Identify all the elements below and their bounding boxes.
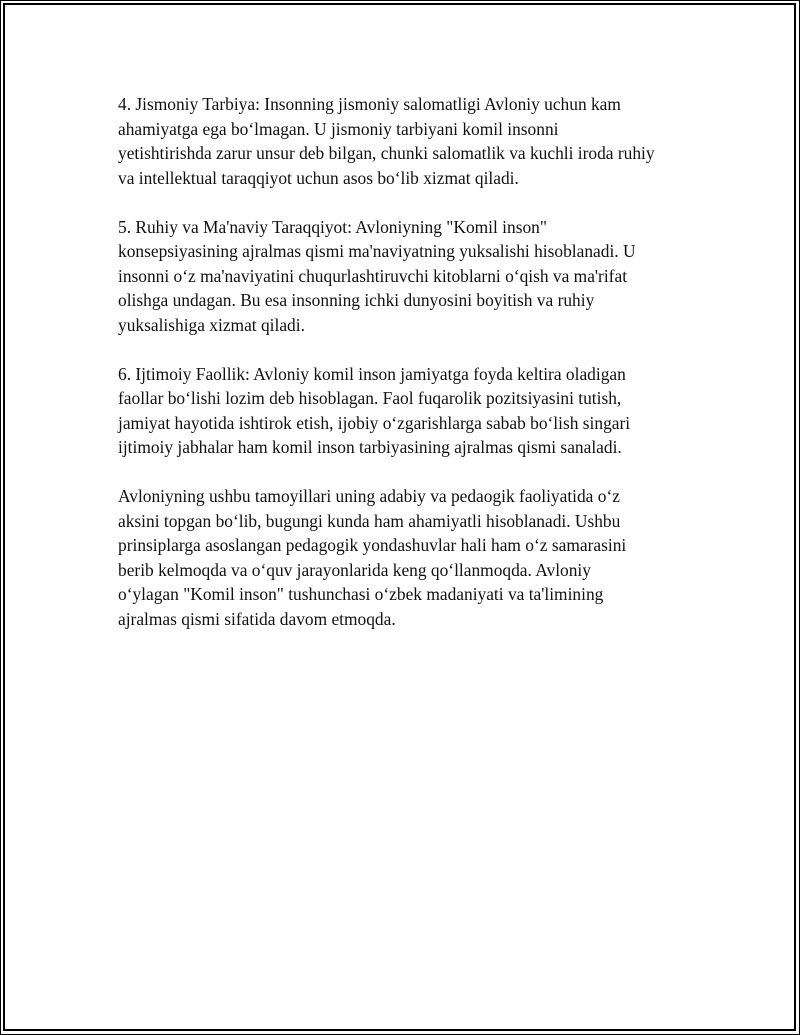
document-body	[118, 92, 718, 656]
text-line: insonni o‘z ma'naviyatini chuqurlashtiruvchi kitoblarni o‘qish va ma'rifat	[118, 265, 628, 286]
paragraph-conclusion	[118, 484, 718, 631]
text-line: jamiyat hayotida ishtirok etish, ijobiy o‘zgarishlarga sabab bo‘lish singari	[118, 412, 631, 433]
paragraph-jismoniy-tarbiya	[118, 92, 718, 190]
text-line: konsepsiyasining ajralmas qismi ma'naviyatning yuksalishi hisoblanadi. U	[118, 241, 636, 261]
text-line: ahamiyatga ega bo‘lmagan. U jismoniy tarbiyani komil insonni	[118, 118, 559, 139]
text-line: olishga undagan. Bu esa insonning ichki dunyosini boyitish va ruhiy	[118, 290, 595, 310]
text-line: va intellektual taraqqiyot uchun asos bo‘lib xizmat qiladi.	[118, 167, 519, 188]
text-line: 4. Jismoniy Tarbiya: Insonning jismoniy salomatligi Avloniy uchun kam	[118, 94, 621, 114]
text-line: Avloniyning ushbu tamoyillari uning adabiy va pedaogik faoliyatida o‘z	[118, 486, 620, 506]
text-line: yuksalishiga xizmat qiladi.	[118, 314, 305, 335]
text-line: berib kelmoqda va o‘quv jarayonlarida keng qo‘llanmoqda. Avloniy	[118, 559, 591, 580]
text-line: 5. Ruhiy va Ma'naviy Taraqqiyot: Avloniyning "Komil inson"	[118, 216, 547, 237]
text-line: aksini topgan bo‘lib, bugungi kunda ham ahamiyatli hisoblanadi. Ushbu	[118, 510, 621, 531]
text-line: faollar bo‘lishi lozim deb hisoblagan. Faol fuqarolik pozitsiyasini tutish,	[118, 388, 622, 408]
text-line: prinsiplarga asoslangan pedagogik yondashuvlar hali ham o‘z samarasini	[118, 535, 627, 555]
text-line: ajralmas qismi sifatida davom etmoqda.	[118, 608, 396, 629]
text-line: ijtimoiy jabhalar ham komil inson tarbiyasining ajralmas qismi sanaladi.	[118, 437, 622, 457]
paragraph-ruhiy-manaviy	[118, 215, 718, 338]
text-line: o‘ylagan "Komil inson" tushunchasi o‘zbek madaniyati va ta'limining	[118, 584, 604, 604]
text-line: 6. Ijtimoiy Faollik: Avloniy komil inson jamiyatga foyda keltira oladigan	[118, 363, 626, 384]
text-line: yetishtirishda zarur unsur deb bilgan, chunki salomatlik va kuchli iroda ruhiy	[118, 143, 655, 163]
paragraph-ijtimoiy-faollik	[118, 362, 718, 460]
